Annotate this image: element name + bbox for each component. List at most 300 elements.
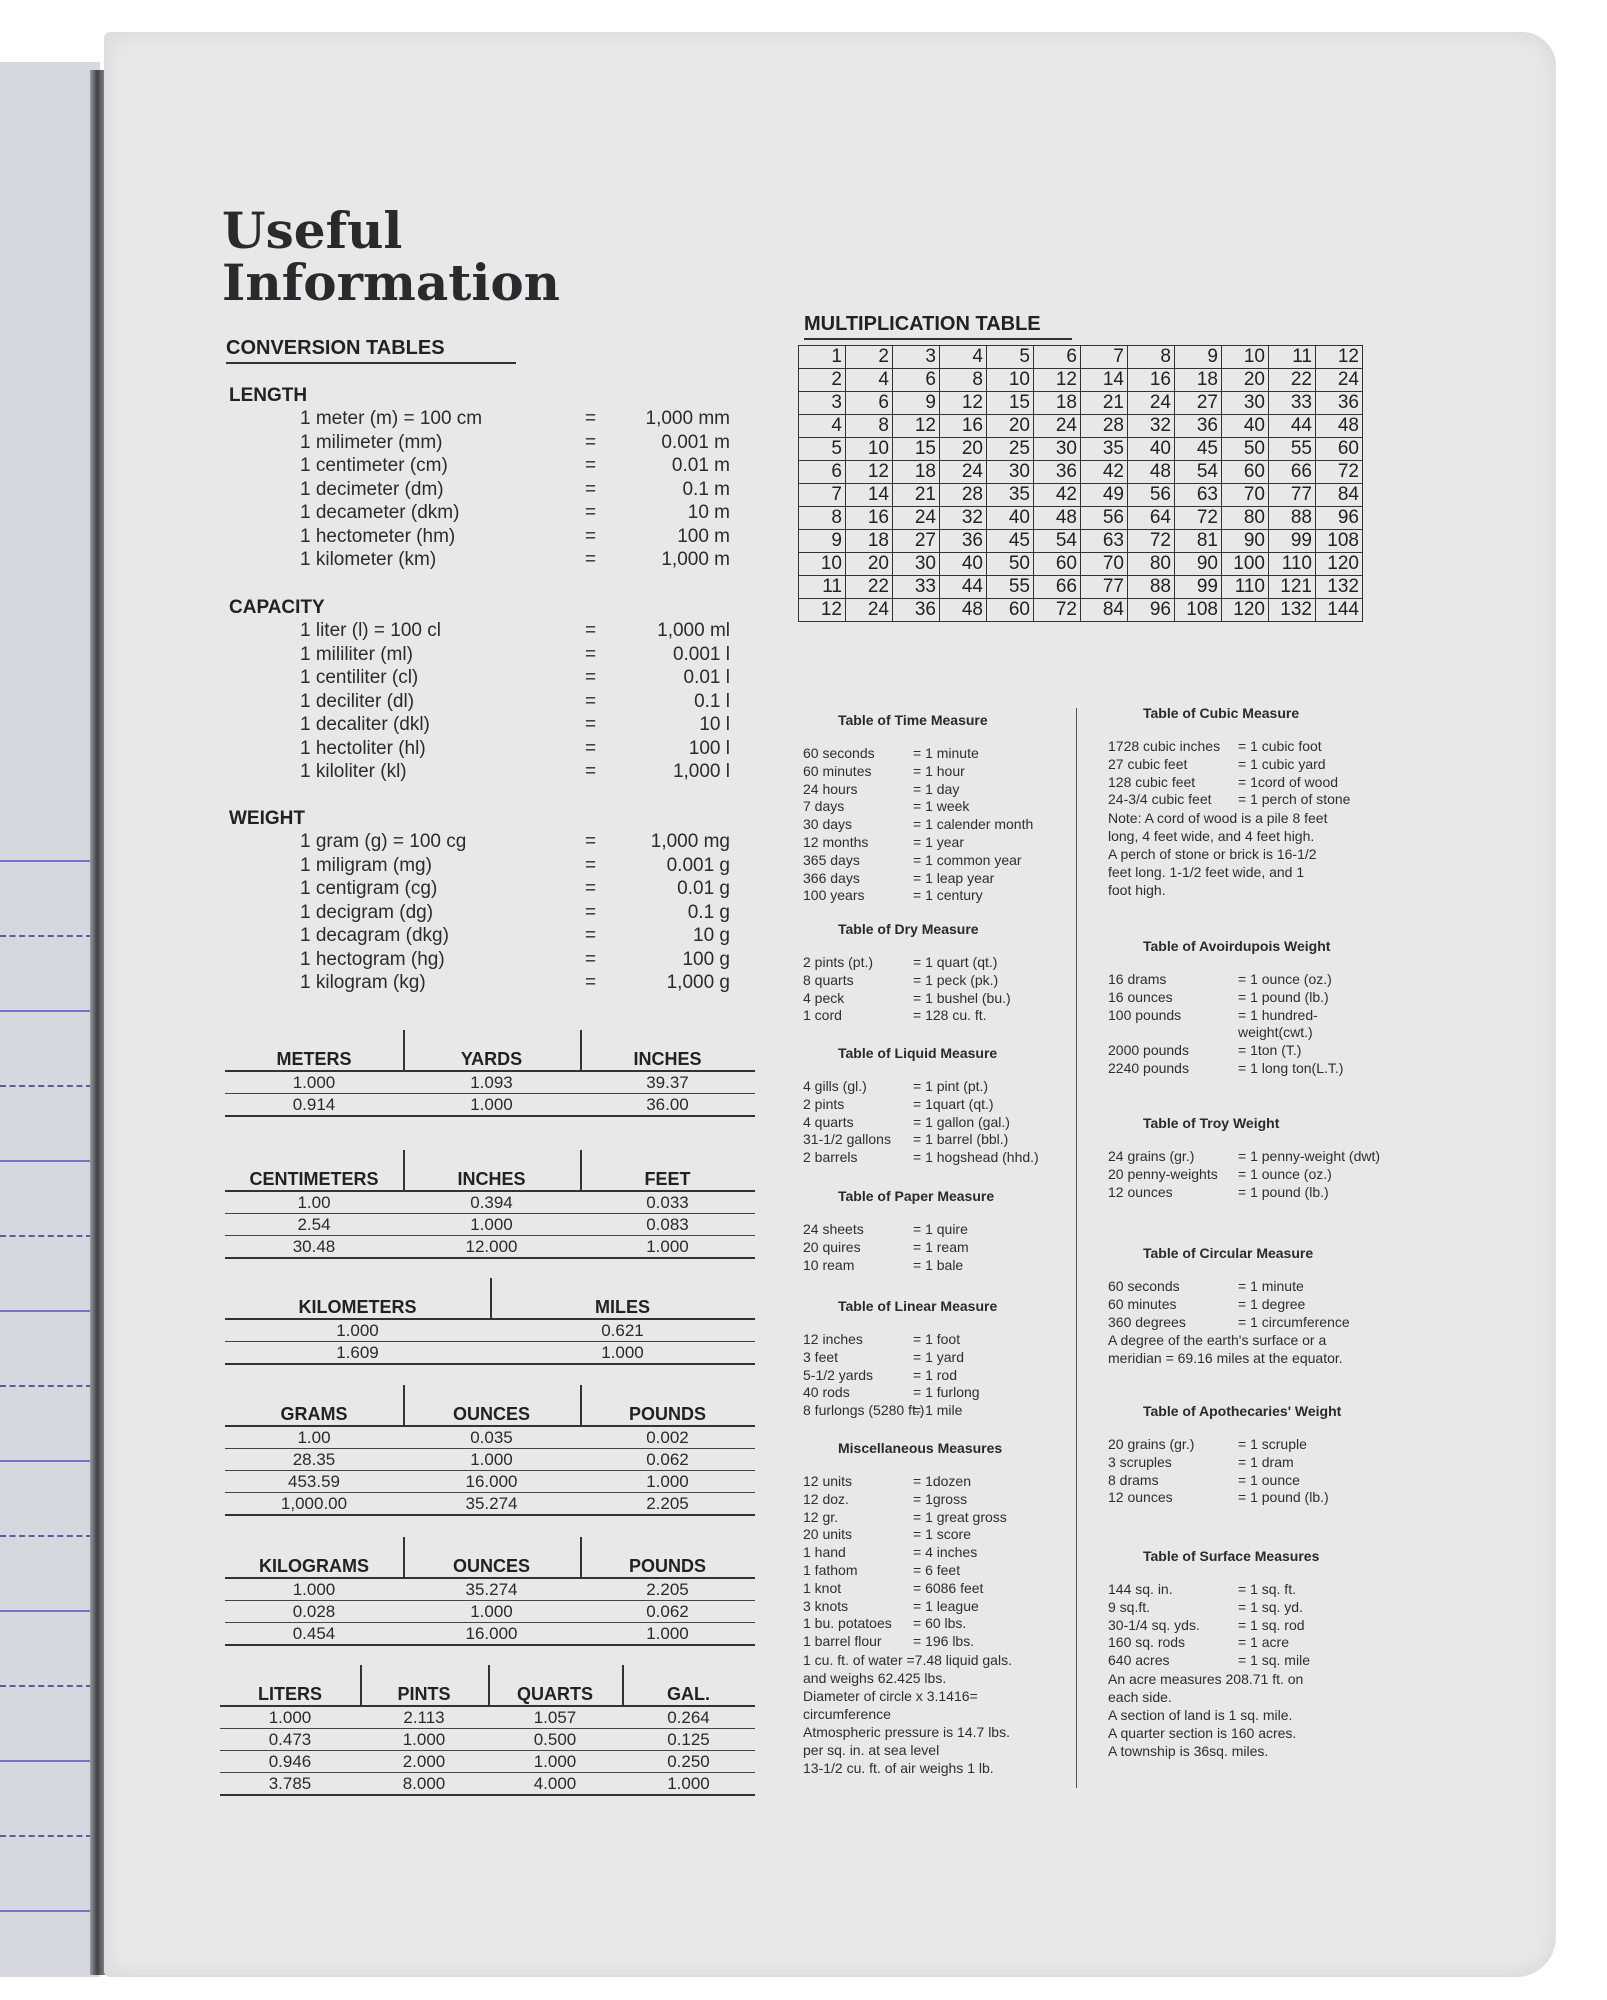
header-rule: [225, 1318, 755, 1320]
multiplication-cell: 21: [893, 484, 940, 507]
measure-equivalent: = 1 barrel (bbl.): [913, 1131, 1009, 1148]
multiplication-cell: 22: [1269, 369, 1316, 392]
multiplication-cell: 18: [893, 461, 940, 484]
measure-equivalent: = 6086 feet: [913, 1579, 984, 1596]
row-rule: [225, 1235, 755, 1236]
ruled-line: [0, 1085, 92, 1087]
measure-equivalent: = 1 year: [913, 834, 964, 850]
table-cell: 0.250: [667, 1752, 710, 1771]
conversion-value: 100 l: [688, 737, 730, 759]
page-title: [222, 201, 561, 312]
multiplication-cell: 55: [987, 576, 1034, 599]
conversion-value: 0.001 g: [666, 854, 730, 876]
multiplication-cell: 14: [1081, 369, 1128, 392]
measure-table-title: Table of Avoirdupois Weight: [1143, 938, 1331, 954]
measure-note: foot high.: [1108, 882, 1166, 899]
multiplication-cell: 48: [940, 599, 987, 622]
conversion-value: 100 g: [682, 948, 730, 970]
multiplication-table: [798, 345, 1363, 622]
measure-quantity: 144 sq. in.: [1108, 1581, 1173, 1597]
conversion-row: [300, 714, 730, 738]
measure-equivalent: = 1 long ton(L.T.): [1238, 1060, 1344, 1076]
measure-table-title: Table of Dry Measure: [838, 921, 979, 937]
measure-equivalent: = 1 rod: [913, 1366, 957, 1383]
conversion-unit: 1 centimeter (cm): [300, 455, 448, 476]
multiplication-cell: 6: [893, 369, 940, 392]
multiplication-cell: 99: [1269, 530, 1316, 553]
measure-equivalent: = 1dozen: [913, 1473, 971, 1489]
equals-sign: =: [585, 854, 597, 876]
measure-note: feet long. 1-1/2 feet wide, and 1: [1108, 864, 1305, 881]
multiplication-cell: 24: [940, 461, 987, 484]
conversion-row: [300, 408, 730, 432]
table-cell: 16.000: [465, 1624, 518, 1643]
measure-equivalent: = 1 circumference: [1238, 1313, 1350, 1330]
measure-quantity: 2 pints: [803, 1095, 845, 1112]
row-rule: [225, 1514, 755, 1516]
table-cell: 1.00: [297, 1193, 331, 1212]
measure-quantity: 1 knot: [803, 1579, 842, 1596]
multiplication-cell: 6: [1034, 346, 1081, 369]
multiplication-cell: 110: [1222, 576, 1269, 599]
table-cell: 12.000: [465, 1237, 518, 1256]
measure-quantity: 8 quarts: [803, 971, 854, 988]
measure-equivalent: = 1cord of wood: [1238, 773, 1339, 790]
multiplication-cell: 24: [1128, 392, 1175, 415]
conversion-value: 0.1 m: [682, 478, 730, 500]
multiplication-cell: 33: [1269, 392, 1316, 415]
multiplication-cell: 10: [1222, 346, 1269, 369]
measure-equivalent: = 1 league: [913, 1597, 979, 1614]
measure-note: long, 4 feet wide, and 4 feet high.: [1108, 828, 1315, 845]
table-cell: 2.113: [403, 1708, 445, 1727]
multiplication-row: [799, 484, 1363, 507]
multiplication-row: [799, 415, 1363, 438]
multiplication-cell: 10: [799, 553, 846, 576]
measure-quantity: 1728 cubic inches: [1108, 738, 1221, 754]
multiplication-cell: 108: [1316, 530, 1363, 553]
multiplication-cell: 32: [1128, 415, 1175, 438]
measure-equivalent: = 1 ounce (oz.): [1238, 971, 1332, 987]
measure-quantity: 12 inches: [803, 1331, 863, 1347]
measure-quantity: 24 hours: [803, 780, 858, 797]
multiplication-cell: 48: [1128, 461, 1175, 484]
measure-equivalent: = 1 hundred-: [1238, 1006, 1318, 1023]
multiplication-row: [799, 530, 1363, 553]
multiplication-cell: 3: [893, 346, 940, 369]
measure-equivalent: = 1 furlong: [913, 1384, 980, 1401]
measure-table-title: Table of Paper Measure: [838, 1188, 995, 1204]
multiplication-row: [799, 392, 1363, 415]
measure-quantity: 60 minutes: [803, 762, 872, 779]
multiplication-cell: 35: [987, 484, 1034, 507]
conversion-row: [300, 738, 730, 762]
table-cell: 1.609: [336, 1343, 379, 1362]
multiplication-cell: 2: [799, 369, 846, 392]
row-rule: [225, 1363, 755, 1365]
measure-quantity: 4 gills (gl.): [803, 1078, 867, 1094]
multiplication-cell: 30: [1222, 392, 1269, 415]
multiplication-cell: 28: [1081, 415, 1128, 438]
measure-quantity: 7 days: [803, 798, 845, 815]
measure-quantity: 3 knots: [803, 1597, 849, 1614]
multiplication-cell: 44: [940, 576, 987, 599]
multiplication-cell: 9: [1175, 346, 1222, 369]
multiplication-cell: 90: [1175, 553, 1222, 576]
table-header: GAL.: [667, 1684, 710, 1704]
multiplication-cell: 44: [1269, 415, 1316, 438]
multiplication-cell: 7: [1081, 346, 1128, 369]
ruled-line: [0, 1835, 92, 1837]
multiplication-cell: 60: [987, 599, 1034, 622]
measure-quantity: 16 drams: [1108, 971, 1167, 987]
measure-equivalent: = 128 cu. ft.: [913, 1007, 987, 1024]
multiplication-cell: 40: [940, 553, 987, 576]
table-header: GRAMS: [280, 1404, 348, 1424]
conversion-unit: 1 decimeter (dm): [300, 478, 444, 500]
measure-quantity: 360 degrees: [1108, 1313, 1186, 1330]
table-cell: 1.000: [336, 1321, 379, 1340]
multiplication-cell: 36: [1175, 415, 1222, 438]
conversion-row: [300, 761, 730, 785]
measure-equivalent: = 1 perch of stone: [1238, 791, 1351, 808]
measure-table-title: Table of Linear Measure: [838, 1298, 998, 1314]
table-header: KILOGRAMS: [259, 1556, 369, 1576]
measure-quantity: 20 quires: [803, 1238, 861, 1255]
measure-note: Note: A cord of wood is a pile 8 feet: [1108, 810, 1328, 827]
multiplication-cell: 45: [987, 530, 1034, 553]
conversion-row: [300, 691, 730, 715]
measure-note: Atmospheric pressure is 14.7 lbs.: [803, 1724, 1010, 1740]
measure-equivalent: = 1 minute: [913, 745, 979, 761]
multiplication-cell: 18: [846, 530, 893, 553]
measure-quantity: 1 bu. potatoes: [803, 1615, 892, 1632]
table-cell: 35.274: [465, 1494, 518, 1513]
table-header: LITERS: [257, 1684, 322, 1704]
measure-note: An acre measures 208.71 ft. on: [1108, 1671, 1304, 1687]
multiplication-cell: 33: [893, 576, 940, 599]
measure-note: A perch of stone or brick is 16-1/2: [1108, 846, 1317, 863]
title-line-1: Useful: [222, 201, 403, 260]
multiplication-cell: 27: [1175, 392, 1222, 415]
conversion-value: 1,000 g: [666, 972, 730, 993]
conversion-unit: 1 hectogram (hg): [300, 948, 445, 970]
ruled-line: [0, 1760, 92, 1762]
multiplication-cell: 9: [893, 392, 940, 415]
measure-note: meridian = 69.16 miles at the equator.: [1108, 1350, 1343, 1367]
measure-equivalent: = 1 mile: [913, 1402, 963, 1419]
measure-note: per sq. in. at sea level: [803, 1742, 940, 1758]
measure-quantity: 24 sheets: [803, 1221, 864, 1237]
multiplication-cell: 36: [940, 530, 987, 553]
measure-quantity: 20 grains (gr.): [1108, 1436, 1195, 1452]
measure-quantity: 24 grains (gr.): [1108, 1148, 1195, 1164]
multiplication-row: [799, 438, 1363, 461]
measure-equivalent: = 1 great gross: [913, 1508, 1007, 1525]
measure-note: 1 cu. ft. of water =7.48 liquid gals.: [803, 1652, 1012, 1668]
measure-equivalent: = 1 ream: [913, 1238, 969, 1255]
header-rule: [220, 1705, 755, 1707]
multiplication-row: [799, 576, 1363, 599]
row-rule: [225, 1213, 755, 1214]
conversion-unit: 1 hectometer (hm): [300, 525, 456, 547]
measure-quantity: 1 cord: [803, 1007, 842, 1024]
measure-equivalent: = 1 day: [913, 780, 960, 797]
table-cell: 1.000: [646, 1472, 689, 1491]
multiplication-cell: 77: [1269, 484, 1316, 507]
table-cell: 8.000: [402, 1774, 446, 1793]
measure-quantity: 12 ounces: [1108, 1489, 1173, 1506]
table-header: KILOMETERS: [298, 1297, 417, 1317]
row-rule: [225, 1257, 755, 1259]
multiplication-row: [799, 507, 1363, 530]
multiplication-cell: 48: [1316, 415, 1363, 438]
multiplication-cell: 2: [846, 346, 893, 369]
multiplication-cell: 3: [799, 392, 846, 415]
conversion-value: 1,000 m: [661, 549, 730, 570]
conversion-value: 10 l: [699, 714, 730, 735]
equals-sign: =: [585, 690, 597, 712]
multiplication-cell: 60: [1034, 553, 1081, 576]
measure-note: Diameter of circle x 3.1416=: [803, 1688, 978, 1704]
measure-equivalent: = 1 scruple: [1238, 1436, 1307, 1452]
multiplication-cell: 12: [799, 599, 846, 622]
table-header: INCHES: [633, 1049, 702, 1069]
table-cell: 1.000: [470, 1450, 513, 1469]
measure-equivalent: = 1 pound (lb.): [1238, 1489, 1329, 1506]
multiplication-cell: 121: [1269, 576, 1316, 599]
header-rule: [225, 1190, 755, 1192]
conversion-unit: 1 kilometer (km): [300, 549, 437, 570]
table-cell: 4.000: [533, 1774, 577, 1793]
multiplication-cell: 90: [1222, 530, 1269, 553]
measure-quantity: 100 years: [803, 887, 865, 904]
ruled-line: [0, 1610, 92, 1612]
measure-equivalent: = 1 leap year: [913, 869, 995, 886]
measure-equivalent: = 1 gallon (gal.): [913, 1113, 1010, 1130]
table-header: MILES: [594, 1297, 650, 1317]
measure-equivalent: = 1 yard: [913, 1348, 964, 1365]
table-cell: 28.35: [292, 1450, 336, 1469]
row-rule: [225, 1492, 755, 1493]
equals-sign: =: [585, 714, 597, 735]
conversion-row: [300, 855, 730, 879]
conversion-value: 1,000 mg: [650, 831, 730, 852]
conversion-unit: 1 miligram (mg): [300, 854, 432, 876]
conversion-value: 1,000 ml: [657, 620, 730, 641]
multiplication-cell: 72: [1034, 599, 1081, 622]
measure-table-title: Table of Apothecaries' Weight: [1143, 1403, 1342, 1419]
table-cell: 0.125: [667, 1730, 710, 1749]
measure-equivalent: = 6 feet: [913, 1562, 961, 1578]
measure-quantity: 12 months: [803, 834, 869, 850]
measure-equivalent: = 1 bushel (bu.): [913, 989, 1011, 1006]
table-cell: 0.914: [292, 1095, 336, 1114]
measure-quantity: 2 barrels: [803, 1149, 858, 1166]
multiplication-cell: 35: [1081, 438, 1128, 461]
header-rule: [225, 1070, 755, 1072]
measure-note: A township is 36sq. miles.: [1108, 1743, 1269, 1759]
ruled-line: [0, 935, 92, 937]
table-cell: 1.057: [533, 1708, 577, 1727]
capacity-heading: CAPACITY: [229, 597, 325, 618]
measure-quantity: 4 quarts: [803, 1113, 854, 1130]
row-rule: [225, 1093, 755, 1094]
multiplication-cell: 22: [846, 576, 893, 599]
conversion-unit: 1 centiliter (cl): [300, 667, 419, 688]
measure-quantity: 20 penny-weights: [1108, 1165, 1218, 1182]
measure-quantity: 1 hand: [803, 1544, 846, 1561]
conversion-unit: 1 meter (m) = 100 cm: [300, 408, 483, 429]
equals-sign: =: [585, 455, 597, 476]
multiplication-cell: 10: [846, 438, 893, 461]
multiplication-cell: 50: [1222, 438, 1269, 461]
table-cell: 1,000.00: [280, 1494, 348, 1513]
ruled-line: [0, 1160, 92, 1162]
multiplication-cell: 10: [987, 369, 1034, 392]
conversion-unit: 1 gram (g) = 100 cg: [300, 831, 467, 852]
conversion-unit: 1 deciliter (dl): [300, 690, 415, 712]
measure-equivalent: = 1 hour: [913, 762, 965, 779]
ruled-line: [0, 1460, 92, 1462]
multiplication-cell: 6: [799, 461, 846, 484]
measure-note: each side.: [1108, 1689, 1172, 1705]
header-rule: [225, 1425, 755, 1427]
measure-equivalent: = 1 cubic foot: [1238, 738, 1322, 754]
multiplication-cell: 20: [987, 415, 1034, 438]
measure-quantity: 8 furlongs (5280 ft.): [803, 1402, 925, 1419]
table-cell: 0.028: [292, 1602, 336, 1621]
multiplication-cell: 8: [799, 507, 846, 530]
multiplication-cell: 4: [799, 415, 846, 438]
measure-equivalent: = 1 calender month: [913, 816, 1034, 833]
table-header: PINTS: [397, 1684, 451, 1704]
table-header: OUNCES: [452, 1556, 530, 1576]
measure-quantity: 60 minutes: [1108, 1295, 1177, 1312]
multiplication-cell: 80: [1128, 553, 1175, 576]
conversion-row: [300, 502, 730, 526]
multiplication-cell: 110: [1269, 553, 1316, 576]
multiplication-cell: 36: [1316, 392, 1363, 415]
measure-equivalent: = 1 quart (qt.): [913, 954, 998, 970]
table-cell: 0.062: [646, 1450, 689, 1469]
multiplication-cell: 12: [893, 415, 940, 438]
measure-note: A degree of the earth's surface or a: [1108, 1332, 1327, 1349]
multiplication-row: [799, 346, 1363, 369]
table-header: QUARTS: [517, 1684, 593, 1704]
equals-sign: =: [585, 948, 597, 970]
multiplication-cell: 42: [1034, 484, 1081, 507]
measure-table-title: Table of Surface Measures: [1143, 1548, 1320, 1564]
row-rule: [220, 1750, 755, 1751]
conversion-unit: 1 mililiter (ml): [300, 643, 413, 665]
measure-equivalent: = 1 bale: [913, 1256, 964, 1273]
table-cell: 36.00: [646, 1095, 689, 1114]
multiplication-cell: 16: [1128, 369, 1175, 392]
measure-equivalent: = 1 peck (pk.): [913, 971, 999, 988]
ruled-line: [0, 1310, 92, 1312]
conversion-row: [300, 644, 730, 668]
multiplication-cell: 30: [893, 553, 940, 576]
table-cell: 1.000: [292, 1580, 336, 1599]
multiplication-cell: 77: [1081, 576, 1128, 599]
conversion-row: [300, 549, 730, 573]
weight-heading: WEIGHT: [229, 808, 305, 829]
multiplication-cell: 20: [940, 438, 987, 461]
multiplication-cell: 70: [1081, 553, 1128, 576]
multiplication-cell: 60: [1222, 461, 1269, 484]
multiplication-cell: 54: [1034, 530, 1081, 553]
ruled-line: [0, 1535, 92, 1537]
multiplication-row: [799, 599, 1363, 622]
equals-sign: =: [585, 737, 597, 759]
table-cell: 0.473: [268, 1730, 312, 1749]
multiplication-cell: 70: [1222, 484, 1269, 507]
table-cell: 1.000: [470, 1602, 513, 1621]
multiplication-cell: 42: [1081, 461, 1128, 484]
conversion-row: [300, 526, 730, 550]
table-cell: 1.000: [402, 1730, 446, 1749]
measure-equivalent: = 1 dram: [1238, 1453, 1294, 1470]
multiplication-cell: 25: [987, 438, 1034, 461]
multiplication-cell: 36: [1034, 461, 1081, 484]
measure-quantity: 640 acres: [1108, 1652, 1170, 1669]
equals-sign: =: [585, 525, 597, 547]
table-cell: 0.264: [667, 1708, 710, 1727]
ruled-line: [0, 1385, 92, 1387]
conversion-value: 0.1 l: [694, 690, 730, 712]
multiplication-cell: 20: [846, 553, 893, 576]
conversion-unit: 1 kiloliter (kl): [300, 761, 407, 782]
conversion-row: [300, 831, 730, 855]
conversion-unit: 1 hectoliter (hl): [300, 737, 426, 759]
multiplication-cell: 4: [846, 369, 893, 392]
conversion-row: [300, 620, 730, 644]
equals-sign: =: [585, 878, 597, 899]
multiplication-cell: 40: [1128, 438, 1175, 461]
measure-quantity: 60 seconds: [803, 745, 875, 761]
table-cell: 1.000: [470, 1095, 513, 1114]
measure-quantity: 4 peck: [803, 989, 845, 1006]
multiplication-cell: 5: [987, 346, 1034, 369]
multiplication-cell: 8: [940, 369, 987, 392]
measure-quantity: 24-3/4 cubic feet: [1108, 791, 1212, 808]
multiplication-cell: 120: [1316, 553, 1363, 576]
table-cell: 1.093: [470, 1073, 513, 1092]
measure-equivalent: = 1 ounce (oz.): [1238, 1165, 1332, 1182]
conversion-row: [300, 925, 730, 949]
conversion-table: [225, 1278, 755, 1364]
measure-equivalent: = 1quart (qt.): [913, 1095, 994, 1112]
measure-quantity: 10 ream: [803, 1256, 855, 1273]
measure-equivalent: = 1 degree: [1238, 1295, 1306, 1312]
multiplication-cell: 84: [1081, 599, 1128, 622]
measure-equivalent: = 1 ounce: [1238, 1471, 1300, 1488]
table-cell: 3.785: [268, 1774, 312, 1793]
measure-quantity: 31-1/2 gallons: [803, 1131, 891, 1148]
measure-note: A quarter section is 160 acres.: [1108, 1725, 1297, 1741]
measure-equivalent: = 1 common year: [913, 851, 1022, 868]
multiplication-cell: 96: [1316, 507, 1363, 530]
measure-equivalent: = 1 pound (lb.): [1238, 1183, 1329, 1200]
measure-quantity: 40 rods: [803, 1384, 850, 1401]
equals-sign: =: [585, 667, 597, 688]
conversion-table: [225, 1385, 755, 1515]
measure-table-title: Table of Time Measure: [838, 712, 988, 728]
table-header: OUNCES: [452, 1404, 530, 1424]
row-rule: [225, 1622, 755, 1623]
row-rule: [225, 1448, 755, 1449]
